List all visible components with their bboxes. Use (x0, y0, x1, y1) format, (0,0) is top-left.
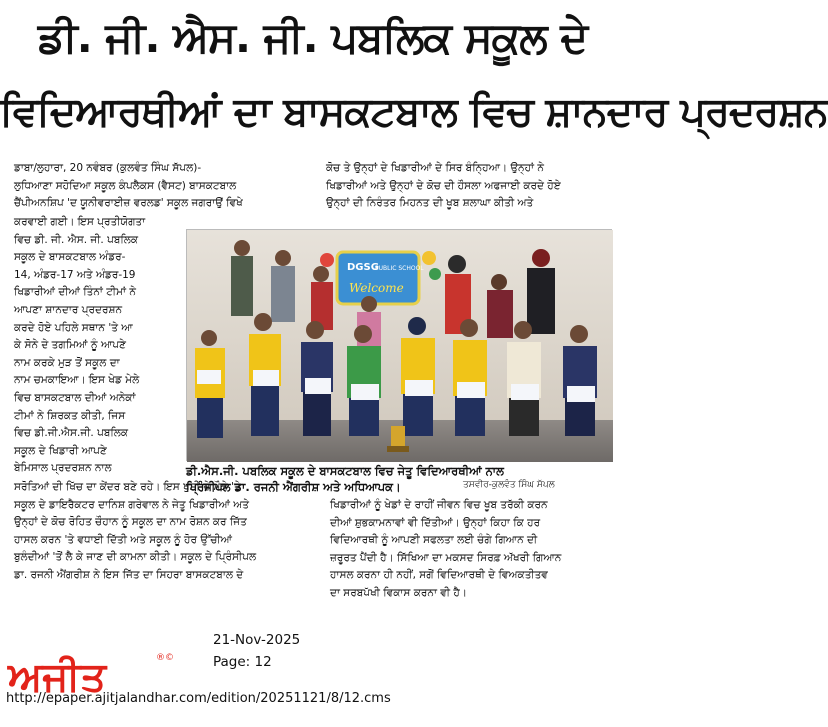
article-line: ਖਿਡਾਰੀਆਂ ਨੂੰ ਖੇਡਾਂ ਦੇ ਰਾਹੀਂ ਜੀਵਨ ਵਿਚ ਖੂਬ ਤਰੱਕੀ ਕਰਨ (330, 499, 548, 511)
article-line: ਵਿਚ ਡੀ.ਜੀ.ਐਸ.ਜੀ. ਪਬਲਿਕ (14, 427, 129, 440)
article-line: ਖਿਡਾਰੀਆਂ ਅਤੇ ਉਨ੍ਹਾਂ ਦੇ ਕੋਚ ਦੀ ਹੌਸਲਾ ਅਫਜਾਈ ਕਰਦੇ ਹੋਏ (326, 179, 561, 192)
article-line: ਜ਼ਰੂਰਤ ਪੈਂਦੀ ਹੈ। ਸਿੱਖਿਆ ਦਾ ਮਕਸਦ ਸਿਰਫ਼ ਅੱਖਰੀ ਗਿਆਨ (330, 551, 562, 564)
article-line: ਸਕੂਲ ਦੇ ਖਿਡਾਰੀ ਆਪਣੇ (14, 444, 107, 457)
article-line: ਸਕੂਲ ਦੇ ਡਾਇਰੈਕਟਰ ਦਾਨਿਸ਼ ਗਰੇਵਾਲ ਨੇ ਜੇਤੂ ਖਿਡਾਰੀਆਂ ਅਤੇ (14, 498, 250, 511)
article-line: ਸਰੋਤਿਆਂ ਦੀ ਖਿੱਚ ਦਾ ਕੇਂਦਰ ਬਣੇ ਰਹੇ। ਇਸ ਖੁਸ਼ੀ ਦੇ ਮੌਕੇ 'ਤੇ (14, 481, 241, 493)
edition-date: 21-Nov-2025 (213, 632, 301, 648)
article-line: ਕਰਵਾਈ ਗਈ। ਇਸ ਪ੍ਰਤੀਯੋਗਤਾ (14, 216, 146, 228)
photo-caption (186, 463, 616, 495)
article-line: ਬੇਮਿਸਾਲ ਪ੍ਰਦਰਸ਼ਨ ਨਾਲ (14, 462, 112, 475)
page-number: Page: 12 (213, 654, 272, 670)
headline-line-2: ਵਿਦਿਆਰਥੀਆਂ ਦਾ ਬਾਸਕਟਬਾਲ ਵਿਚ ਸ਼ਾਨਦਾਰ ਪ੍ਰਦਰਸ਼ਨ (0, 89, 828, 135)
news-photo (186, 229, 612, 461)
caption-line-2: ਪ੍ਰਿੰਸੀਪਲ ਡਾ. ਰਜਨੀ ਐਂਗਰੀਸ਼ ਅਤੇ ਅਧਿਆਪਕ। (186, 480, 401, 494)
photo-credit: ਤਸਵੀਰ-ਕੁਲਵੰਤ ਸਿੰਘ ਸੱਪਲ (463, 480, 555, 490)
logo-mark: ®© (156, 653, 174, 663)
article-line: ਉਨ੍ਹਾਂ ਦੀ ਨਿਰੰਤਰ ਮਿਹਨਤ ਦੀ ਖੂਬ ਸ਼ਲਾਘਾ ਕੀਤੀ ਅਤੇ (326, 197, 534, 210)
caption-line-1: ਡੀ.ਐਸ.ਜੀ. ਪਬਲਿਕ ਸਕੂਲ ਦੇ ਬਾਸਕਟਬਾਲ ਵਿਚ ਜੇਤੂ ਵਿਦਿਆਰਥੀਆਂ ਨਾਲ (186, 464, 504, 478)
source-url[interactable]: http://epaper.ajitjalandhar.com/edition/20251121/8/12.cms (6, 691, 391, 706)
article-line: ਚੈਂਪੀਅਨਸ਼ਿਪ 'ਦ ਯੂਨੀਵਰਾਈਜ਼ ਵਰਲਡ' ਸਕੂਲ ਜਗਰਾਉਂ ਵਿਖੇ (14, 197, 243, 210)
article-line: ਆਪਣਾ ਸ਼ਾਨਦਾਰ ਪ੍ਰਦਰਸ਼ਨ (14, 303, 123, 316)
article-line: ਵਿਚ ਬਾਸਕਟਬਾਲ ਦੀਆਂ ਅਨੇਕਾਂ (14, 391, 136, 404)
article-left-column (14, 214, 184, 478)
article-right-top (326, 160, 614, 213)
group-photo-illustration (187, 230, 613, 462)
article-line: ਲੁਧਿਆਣਾ ਸਹੋਦਿਆ ਸਕੂਲ ਕੰਪਲੈਕਸ (ਵੈਸਟ) ਬਾਸਕਟਬਾਲ (14, 179, 237, 192)
banner-subtext: PUBLIC SCHOOL (375, 265, 424, 272)
article-line: ਵਿਚ ਡੀ. ਜੀ. ਐਸ. ਜੀ. ਪਬਲਿਕ (14, 233, 139, 246)
article-line: ਦੀਆਂ ਸ਼ੁਭਕਾਮਨਾਵਾਂ ਵੀ ਦਿੱਤੀਆਂ। ਉਨ੍ਹਾਂ ਕਿਹਾ ਕਿ ਹਰ (330, 516, 541, 529)
article-right-bottom (330, 497, 614, 603)
article-line: ਬੁਲੰਦੀਆਂ 'ਤੋਂ ਲੈ ਕੇ ਜਾਣ ਦੀ ਕਾਮਨਾ ਕੀਤੀ। ਸਕੂਲ ਦੇ ਪ੍ਰਿੰਸੀਪਲ (14, 551, 257, 564)
article-line: ਵਿਦਿਆਰਥੀ ਨੂੰ ਆਪਣੀ ਸਫਲਤਾ ਲਈ ਚੰਗੇ ਗਿਆਨ ਦੀ (330, 534, 538, 547)
article-line: ਡਾ. ਰਜਨੀ ਐਂਗਰੀਸ਼ ਨੇ ਇਸ ਜਿੱਤ ਦਾ ਸਿਹਰਾ ਬਾਸਕਟਬਾਲ ਦੇ (14, 568, 244, 581)
article-line: ਡਾਬਾ/ਲੁਹਾਰਾ, 20 ਨਵੰਬਰ (ਕੁਲਵੰਤ ਸਿੰਘ ਸੱਪਲ)- (14, 162, 202, 174)
article-line: ਸਕੂਲ ਦੇ ਬਾਸਕਟਬਾਲ ਅੰਡਰ- (14, 251, 126, 264)
article-intro (14, 160, 324, 213)
article-line: ਕਰਦੇ ਹੋਏ ਪਹਿਲੇ ਸਥਾਨ 'ਤੇ ਆ (14, 321, 133, 334)
article-line: ਹਾਸਲ ਕਰਨ 'ਤੇ ਵਧਾਈ ਦਿੱਤੀ ਅਤੇ ਸਕੂਲ ਨੂੰ ਹੋਰ ਉੱਚੀਆਂ (14, 533, 233, 546)
article-line: 14, ਅੰਡਰ-17 ਅਤੇ ਅੰਡਰ-19 (14, 268, 136, 281)
banner-text: DGSG (347, 262, 379, 273)
article-line: ਦਾ ਸਰਬਪੱਖੀ ਵਿਕਾਸ ਕਰਨਾ ਵੀ ਹੈ। (330, 586, 467, 599)
article-line: ਨਾਮ ਕਰਕੇ ਮੁੜ ਤੋਂ ਸਕੂਲ ਦਾ (14, 356, 120, 369)
article-line: ਹਾਸਲ ਕਰਨਾ ਹੀ ਨਹੀਂ, ਸਗੋਂ ਵਿਦਿਆਰਥੀ ਦੇ ਵਿਅਕਤੀਤਵ (330, 569, 548, 582)
article-line: ਖਿਡਾਰੀਆਂ ਦੀਆਂ ਤਿੰਨਾਂ ਟੀਮਾਂ ਨੇ (14, 286, 136, 299)
article-line: ਟੀਮਾਂ ਨੇ ਸ਼ਿਰਕਤ ਕੀਤੀ, ਜਿਸ (14, 409, 126, 422)
welcome-text: Welcome (349, 281, 404, 295)
article-line: ਉਨ੍ਹਾਂ ਦੇ ਕੋਚ ਰੋਹਿਤ ਚੌਹਾਨ ਨੂੰ ਸਕੂਲ ਦਾ ਨਾਮ ਰੋਸ਼ਨ ਕਰ ਜਿੱਤ (14, 516, 247, 529)
headline-line-1: ਡੀ. ਜੀ. ਐਸ. ਜੀ. ਪਬਲਿਕ ਸਕੂਲ ਦੇ (37, 13, 588, 62)
article-line: ਕੋਚ ਤੇ ਉਨ੍ਹਾਂ ਦੇ ਖਿਡਾਰੀਆਂ ਦੇ ਸਿਰ ਬੰਨ੍ਹਿਆ। ਉਨ੍ਹਾਂ ਨੇ (326, 162, 544, 174)
article-line: ਕੇ ਸੋਨੇ ਦੇ ਤਗਮਿਆਂ ਨੂੰ ਆਪਣੇ (14, 339, 126, 352)
article-line: ਨਾਮ ਚਮਕਾਇਆ। ਇਸ ਖੇਡ ਮੇਲੇ (14, 374, 140, 387)
logo-text: ਅਜੀਤ (8, 654, 107, 700)
